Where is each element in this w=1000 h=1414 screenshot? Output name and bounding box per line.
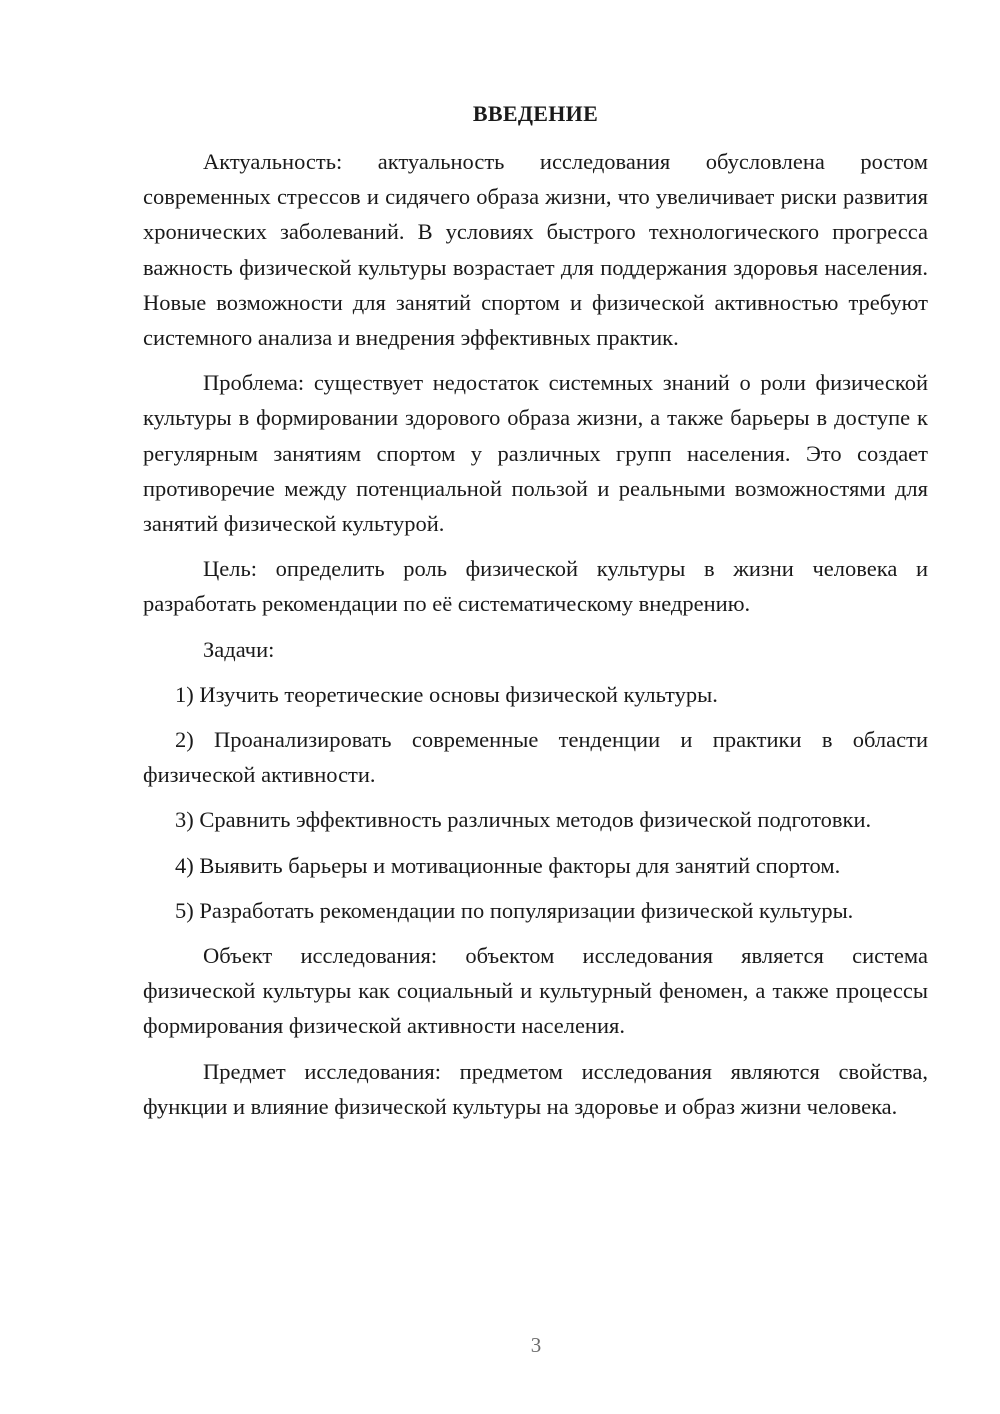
paragraph-object: Объект исследования: объектом исследования является система физической культуры как социальный и культурный феномен, а также процессы формирования физической активности населения. bbox=[143, 943, 928, 1039]
paragraph-goal: Цель: определить роль физической культуры в жизни человека и разработать рекомендации по её систематическому внедрению. bbox=[143, 556, 928, 617]
task-item-1: 1) Изучить теоретические основы физической культуры. bbox=[175, 681, 718, 707]
task-item-5: 5) Разработать рекомендации по популяризации физической культуры. bbox=[175, 897, 854, 923]
task-item-2: 2) Проанализировать современные тенденции и практики в области физической активности. bbox=[143, 727, 928, 788]
paragraph-subject: Предмет исследования: предметом исследования являются свойства, функции и влияние физической культуры на здоровье и образ жизни человека. bbox=[143, 1058, 928, 1119]
task-item-3: 3) Сравнить эффективность различных методов физической подготовки. bbox=[175, 807, 872, 833]
task-item-4: 4) Выявить барьеры и мотивационные факторы для занятий спортом. bbox=[175, 852, 841, 878]
page-number: 3 bbox=[530, 1333, 542, 1357]
paragraph-problem: Проблема: существует недостаток системных знаний о роли физической культуры в формировании здорового образа жизни, а также барьеры в доступе к регулярным занятиям спортом у различных групп населения. Это создает противоречие между потенциальной пользой и реальными возможностями для занятий физической культурой. bbox=[143, 370, 928, 537]
tasks-heading: Задачи: bbox=[203, 636, 275, 662]
paragraph-relevance: Актуальность: актуальность исследования обусловлена ростом современных стрессов и сидячего образа жизни, что увеличивает риски развития хронических заболеваний. В условиях быстрого технологического прогресса важность физической культуры возрастает для поддержания здоровья населения. Новые возможности для занятий спортом и физической активностью требуют системного анализа и внедрения эффективных практик. bbox=[143, 149, 928, 351]
document-body bbox=[143, 96, 928, 1134]
section-title: ВВЕДЕНИЕ bbox=[472, 101, 599, 126]
